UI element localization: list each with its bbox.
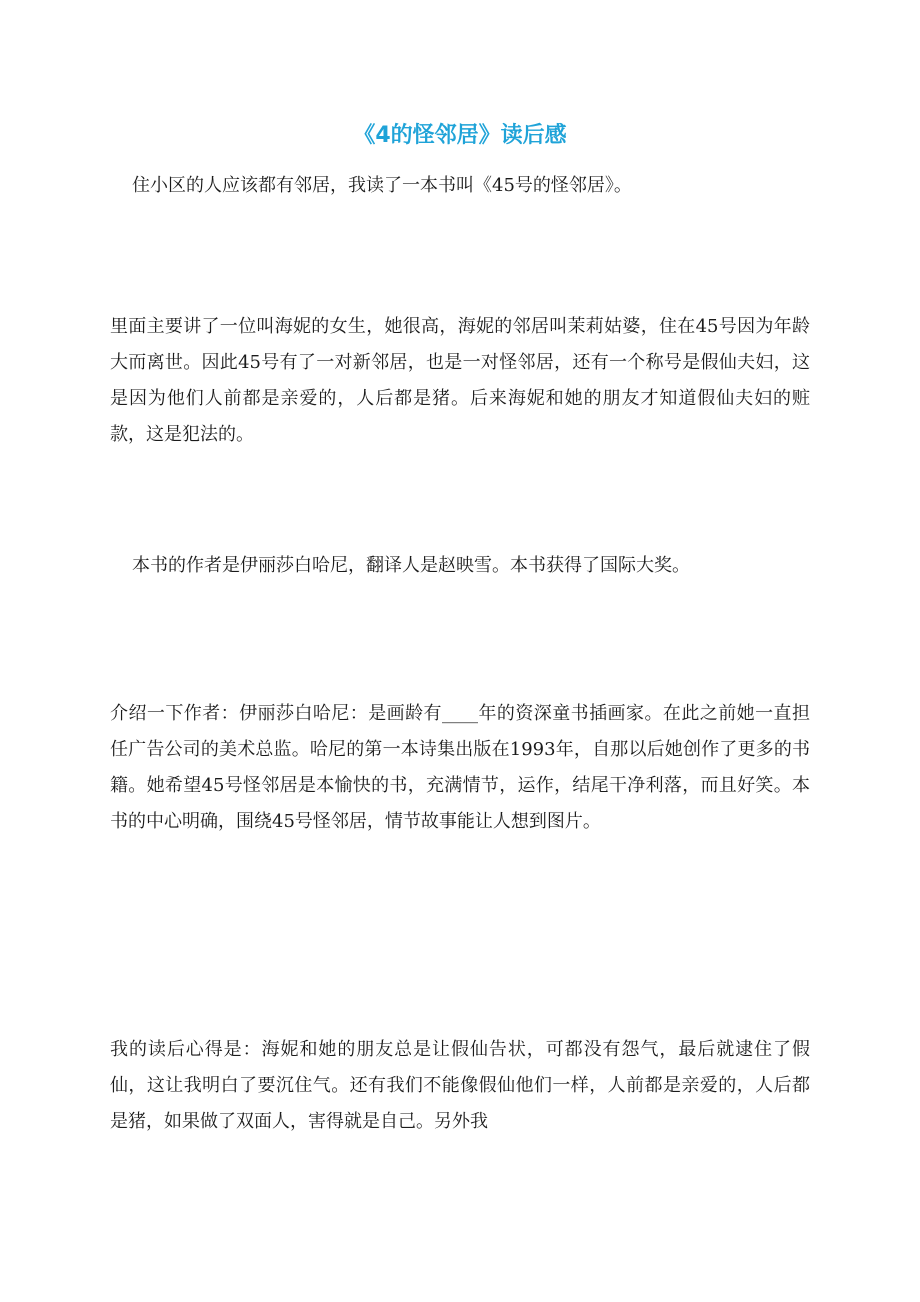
paragraph-intro: 住小区的人应该都有邻居，我读了一本书叫《45号的怪邻居》。 <box>132 175 632 196</box>
paragraph-reflection: 我的读后心得是：海妮和她的朋友总是让假仙告状，可都没有怨气，最后就逮住了假仙，这让我明白了要沉住气。还有我们不能像假仙他们一样，人前都是亲爱的，人后都是猪，如果做了双面人，害得就是自己。另外我 <box>110 1039 810 1132</box>
paragraph-story-summary: 里面主要讲了一位叫海妮的女生，她很高，海妮的邻居叫茉莉姑婆，住在45号因为年龄大而离世。因此45号有了一对新邻居，也是一对怪邻居，还有一个称号是假仙夫妇，这是因为他们人前都是亲爱的，人后都是猪。后来海妮和她的朋友才知道假仙夫妇的赃款，这是犯法的。 <box>110 316 810 445</box>
document-title: 《4的怪邻居》读后感 <box>353 123 567 148</box>
paragraph-book-info: 本书的作者是伊丽莎白哈尼，翻译人是赵映雪。本书获得了国际大奖。 <box>132 555 690 576</box>
paragraph-author-intro: 介绍一下作者：伊丽莎白哈尼：是画龄有____年的资深童书插画家。在此之前她一直担任广告公司的美术总监。哈尼的第一本诗集出版在1993年，自那以后她创作了更多的书籍。她希望45号怪邻居是本愉快的书，充满情节，运作，结尾干净利落，而且好笑。本书的中心明确，围绕45号怪邻居，情节故事能让人想到图片。 <box>110 703 810 832</box>
